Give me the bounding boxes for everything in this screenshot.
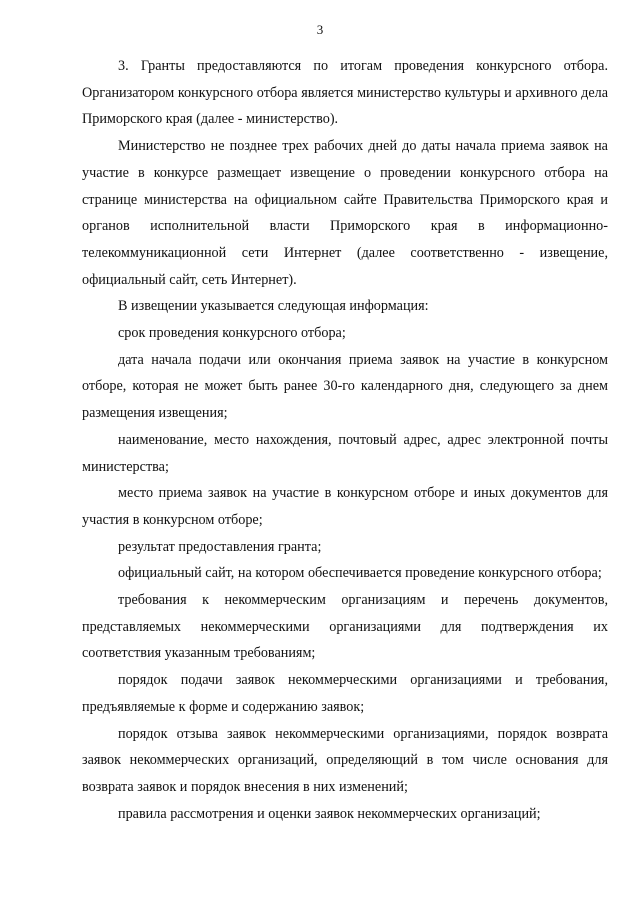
- list-item-application-place: место приема заявок на участие в конкурсном отборе и иных документов для участия в конкурсном отборе;: [82, 485, 608, 528]
- list-item-submission-procedure: порядок подачи заявок некоммерческими организациями и требования, предъявляемые к форме и содержанию заявок;: [82, 672, 608, 715]
- list-item-selection-period: срок проведения конкурсного отбора;: [118, 325, 346, 342]
- paragraph-grants-competition: 3. Гранты предоставляются по итогам проведения конкурсного отбора. Организатором конкурсного отбора является министерство культуры и архивного дела Приморского края (далее - министерство).: [82, 58, 608, 128]
- document-body: [82, 53, 608, 827]
- paragraph-notice-publication: Министерство не позднее трех рабочих дней до даты начала приема заявок на участие в конкурсе размещает извещение о проведении конкурсного отбора на странице министерства на официальном сайте Правительства Приморского края и органов исполнительной власти Приморского края в информационно-телекоммуникационной сети Интернет (далее соответственно - извещение, официальный сайт, сеть Интернет).: [82, 138, 608, 288]
- list-item-organization-requirements: требования к некоммерческим организациям и перечень документов, представляемых некоммерческими организациями для подтверждения их соответствия указанным требованиям;: [82, 592, 608, 662]
- list-item-grant-result: результат предоставления гранта;: [118, 538, 322, 555]
- list-item-application-dates: дата начала подачи или окончания приема заявок на участие в конкурсном отборе, которая не может быть ранее 30-го календарного дня, следующего за днем размещения извещения;: [82, 351, 608, 422]
- list-item-official-site: официальный сайт, на котором обеспечивается проведение конкурсного отбора;: [118, 565, 602, 582]
- paragraph-notice-contents-intro: В извещении указывается следующая информация:: [118, 298, 429, 315]
- list-item-evaluation-rules: правила рассмотрения и оценки заявок некоммерческих организаций;: [118, 805, 541, 822]
- list-item-ministry-contacts: наименование, место нахождения, почтовый адрес, адрес электронной почты министерства;: [82, 431, 608, 475]
- list-item-withdrawal-procedure: порядок отзыва заявок некоммерческими организациями, порядок возврата заявок некоммерческих организаций, определяющий в том числе основания для возврата заявок и порядок внесения в них изменений;: [82, 725, 608, 795]
- page-number: 3: [316, 22, 324, 37]
